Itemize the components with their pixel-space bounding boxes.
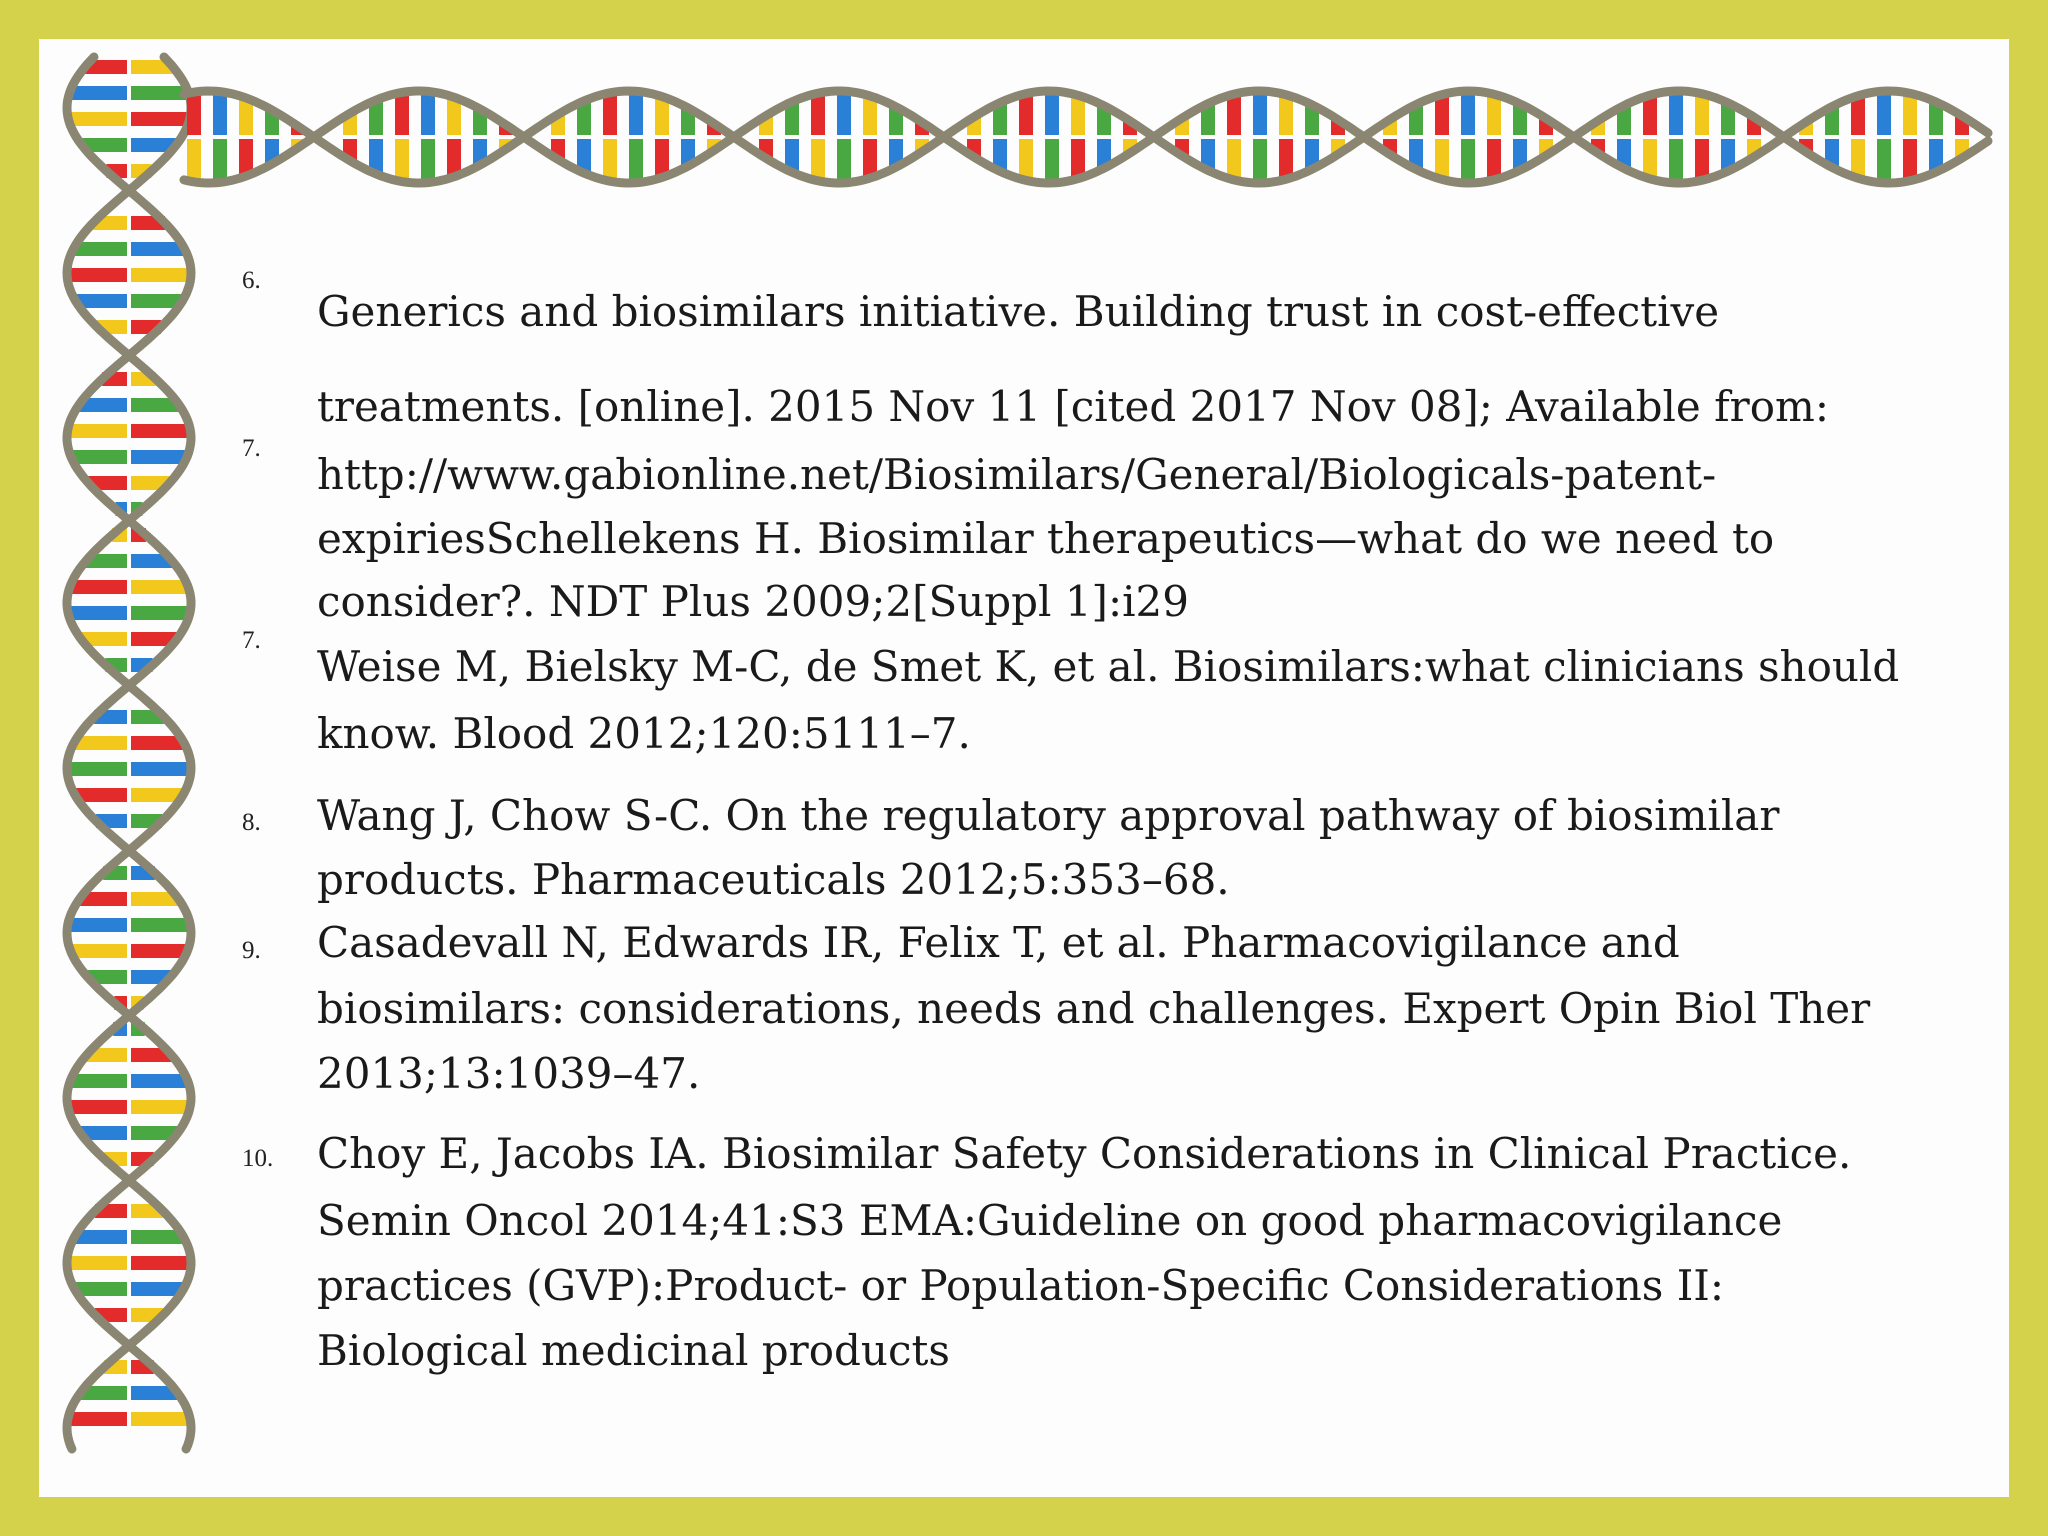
reference-line: Choy E, Jacobs IA. Biosimilar Safety Considerations in Clinical Practice. xyxy=(317,1129,1852,1178)
reference-line: Weise M, Bielsky M-C, de Smet K, et al. Biosimilars:what clinicians should xyxy=(317,642,1900,691)
reference-line: products. Pharmaceuticals 2012;5:353–68. xyxy=(317,855,1230,904)
reference-line: Semin Oncol 2014;41:S3 EMA:Guideline on good pharmacovigilance xyxy=(317,1196,1783,1245)
reference-number: 9. xyxy=(242,937,261,964)
reference-line: Wang J, Chow S-C. On the regulatory approval pathway of biosimilar xyxy=(317,791,1780,840)
reference-number: 7. xyxy=(242,435,261,462)
reference-line: 2013;13:1039–47. xyxy=(317,1049,701,1098)
reference-number: 10. xyxy=(242,1145,274,1172)
slide xyxy=(39,39,2009,1497)
reference-line: Generics and biosimilars initiative. Building trust in cost-effective xyxy=(317,287,1720,336)
reference-line: http://www.gabionline.net/Biosimilars/General/Biologicals-patent- xyxy=(317,450,1717,499)
reference-line: Biological medicinal products xyxy=(317,1326,950,1375)
reference-line: biosimilars: considerations, needs and challenges. Expert Opin Biol Ther xyxy=(317,984,1871,1033)
reference-line: consider?. NDT Plus 2009;2[Suppl 1]:i29 xyxy=(317,577,1189,626)
reference-number: 6. xyxy=(242,267,261,294)
reference-line: know. Blood 2012;120:5111–7. xyxy=(317,709,971,758)
reference-line: Casadevall N, Edwards IR, Felix T, et al. Pharmacovigilance and xyxy=(317,918,1680,967)
reference-line: expiriesSchellekens H. Biosimilar therapeutics—what do we need to xyxy=(317,514,1775,563)
reference-number: 7. xyxy=(242,627,261,654)
reference-line: treatments. [online]. 2015 Nov 11 [cited 2017 Nov 08]; Available from: xyxy=(317,382,1830,431)
reference-line: practices (GVP):Product- or Population-Specific Considerations II: xyxy=(317,1261,1725,1310)
reference-number: 8. xyxy=(242,809,261,836)
reference-list xyxy=(39,39,2009,1497)
